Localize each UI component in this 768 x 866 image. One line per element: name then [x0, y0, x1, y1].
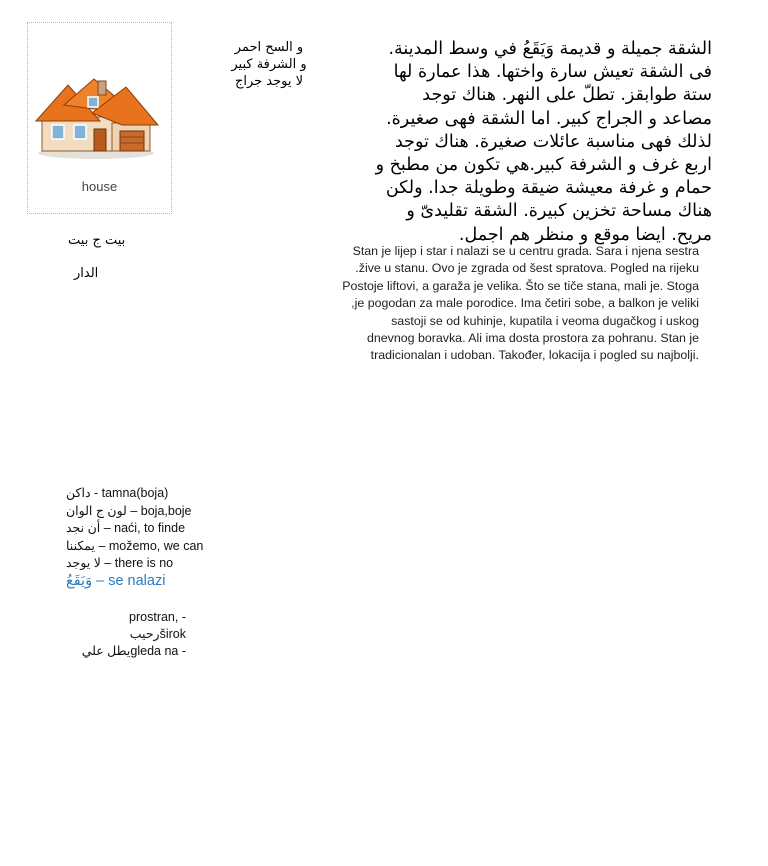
house-picture-card: [27, 22, 172, 214]
arabic-line: ستة طوابقز. تطلّ على النهر. هناك توجد: [422, 85, 712, 106]
bosnian-line: .tradicionalan i udoban. Također, lokacija i pogled su najbolji: [370, 348, 699, 363]
arabic-line: مريح. ايضا موقع و منظر هم اجمل.: [458, 224, 712, 245]
arabic-line: اربع غرف و الشرفة كبير.هي تكون من مطبخ و: [375, 155, 712, 176]
side-note: [222, 39, 316, 90]
note-line: و السح احمر: [234, 40, 304, 55]
arabic-paragraph: [332, 38, 712, 247]
arabic-line: مصاعد و الجراج كبير. اما الشقة فهى صغيرة.: [386, 108, 712, 129]
bosnian-line: sastoji se od kuhinje, kupatila i veoma dugačkog i uskog: [391, 313, 699, 328]
vocab-item: يطل عليgleda na -: [81, 644, 186, 658]
vocab-item: يمكننا – možemo, we can: [66, 538, 204, 553]
vocabulary-list-2: [66, 609, 186, 660]
word-label: الدار: [74, 266, 99, 281]
arabic-line: هناك مساحة تخزين كبيرة. الشقة تقليدىّ و: [406, 201, 712, 222]
house-icon: [34, 75, 164, 175]
note-line: و الشرفة كبير: [231, 57, 307, 72]
vocab-item: لون ج الوان – boja,boje: [66, 503, 192, 518]
arabic-line: الشقة جميلة و قديمة وَيَقَعُ في وسط المدينة.: [388, 39, 712, 59]
vocab-item: prostran, -: [129, 610, 186, 624]
note-line: لا يوجد جراج: [234, 74, 304, 89]
vocabulary-list: [66, 485, 203, 590]
vocab-item: لا يوجد – there is no: [66, 556, 174, 570]
bosnian-line: Postoje liftovi, a garaža je velika. Što se tiče stana, mali je. Stoga: [342, 278, 699, 293]
vocab-item: داكن - tamna(boja): [66, 486, 169, 500]
bosnian-line: Stan je lijep i star i nalazi se u centru grada. Sara i njena sestra: [352, 244, 699, 258]
word-plural-label: بيت ج بيت: [68, 233, 126, 248]
bosnian-paragraph: [299, 243, 699, 365]
arabic-line: فى الشقة تعيش سارة واختها. هذا عمارة لها: [393, 62, 712, 83]
bosnian-line: žive u stanu. Ovo je zgrada od šest spratova. Pogled na rijeku.: [355, 261, 699, 276]
house-caption: house: [81, 179, 118, 194]
vocab-item: أن نجد – naći, to finde: [66, 521, 186, 535]
arabic-line: حمام و غرفة معيشة ضيقة وطويلة جدا. ولكن: [385, 178, 712, 199]
vocab-item: رحيبširok: [129, 627, 186, 641]
bosnian-line: dnevnog boravka. Ali ima dosta prostora za pohranu. Stan je: [367, 331, 699, 346]
bosnian-line: je pogodan za male porodice. Ima četiri sobe, a balkon je veliki,: [351, 296, 699, 311]
arabic-line: لذلك فهى مناسبة عائلات صغيرة. هناك توجد: [394, 131, 712, 152]
vocab-item-highlighted: وَيَقَعُ – se nalazi: [66, 572, 166, 589]
